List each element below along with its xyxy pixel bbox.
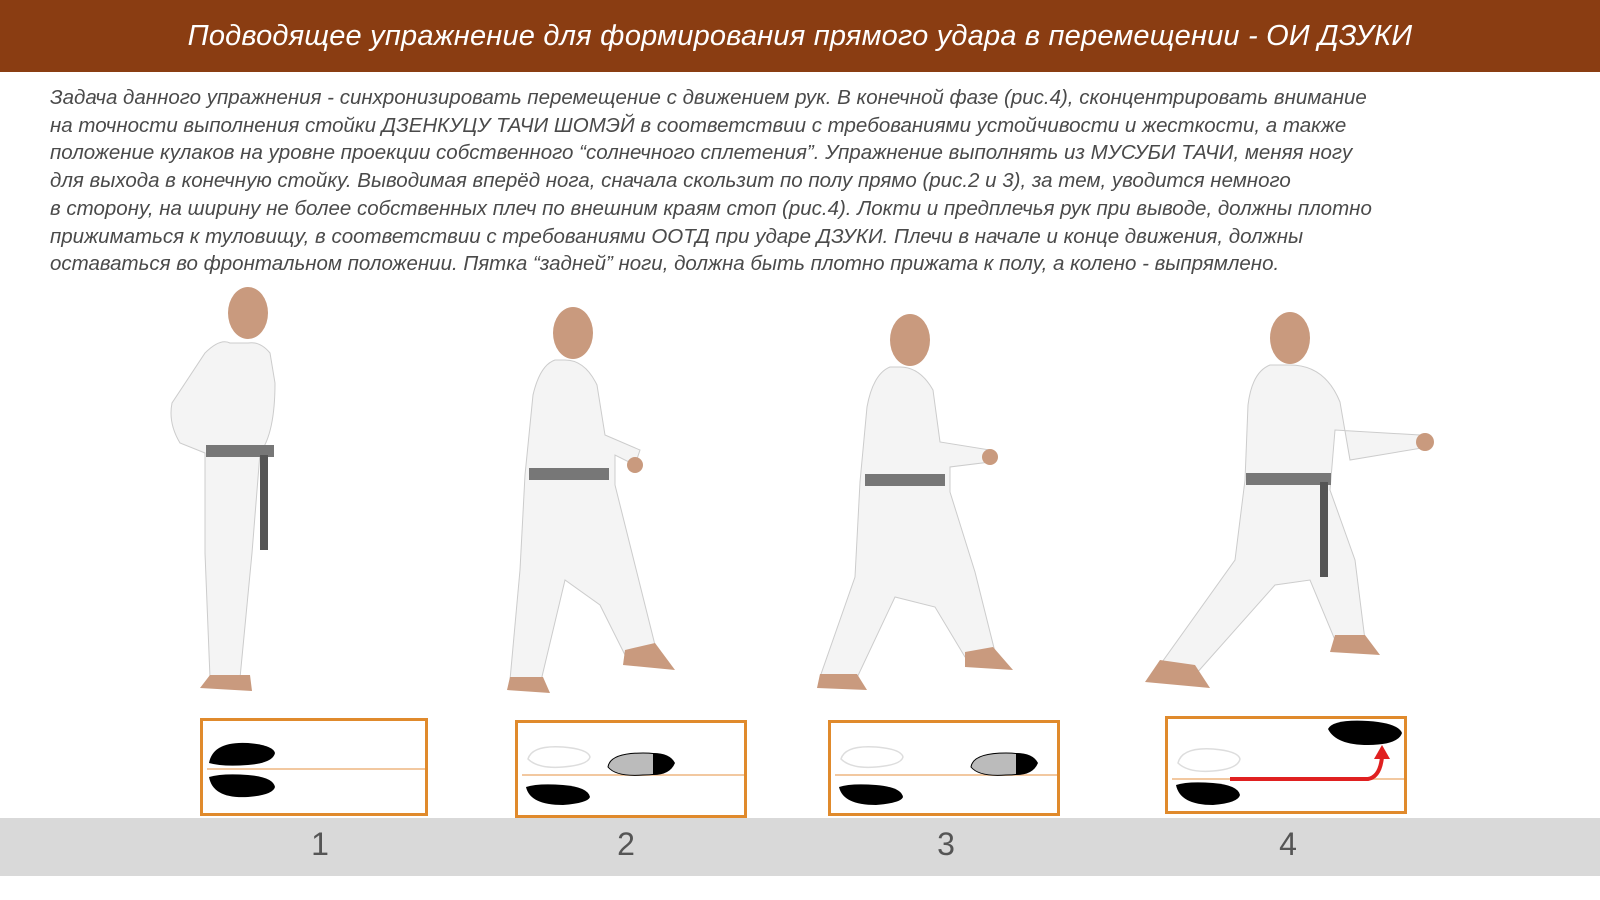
karateka-figure-1 [160, 283, 300, 703]
description-line: Задача данного упражнения - синхронизировать перемещение с движением рук. В конечной фазе (рис.4), сконцентрировать внимание [50, 86, 1367, 109]
description-line: в сторону, на ширину не более собственных плеч по внешним краям стоп (рис.4). Локти и предплечья рук при выводе, должны плотно [50, 196, 1372, 220]
description-text [50, 84, 1580, 278]
description-line: на точности выполнения стойки ДЗЕНКУЦУ ТАЧИ ШОМЭЙ в соответствии с требованиями устойчивости и жесткости, а также [50, 113, 1347, 137]
step-number-1: 1 [311, 826, 329, 862]
step-number-2: 2 [617, 826, 635, 862]
description-line: оставаться во фронтальном положении. Пятка “задней” ноги, должна быть плотно прижата к полу, а колено - выпрямлено. [50, 252, 1280, 276]
karateka-figure-4 [1140, 310, 1440, 695]
foot-diagram-4 [1165, 716, 1407, 814]
step-number-3: 3 [937, 826, 955, 862]
foot-diagram-1 [200, 718, 428, 816]
description-line: для выхода в конечную стойку. Выводимая вперёд нога, сначала скользит по полу прямо (рис.2 и 3), за тем, уводится немного [50, 169, 1291, 193]
karateka-figure-3 [815, 312, 1015, 697]
step-number-4: 4 [1279, 826, 1297, 862]
foot-diagram-3 [828, 720, 1060, 816]
page-title: Подводящее упражнение для формирования прямого удара в перемещении - ОИ ДЗУКИ [187, 19, 1413, 52]
description-line: прижиматься к туловищу, в соответствии с требованиями ООТД при ударе ДЗУКИ. Плечи в начале и конце движения, должны [50, 224, 1304, 248]
karateka-figure-2 [505, 305, 685, 700]
title-bar [0, 0, 1600, 72]
step-number-band [0, 818, 1600, 876]
description-line: положение кулаков на уровне проекции собственного “солнечного сплетения”. Упражнение выполнять из МУСУБИ ТАЧИ, меняя ногу [50, 141, 1353, 165]
foot-diagram-2 [515, 720, 747, 818]
